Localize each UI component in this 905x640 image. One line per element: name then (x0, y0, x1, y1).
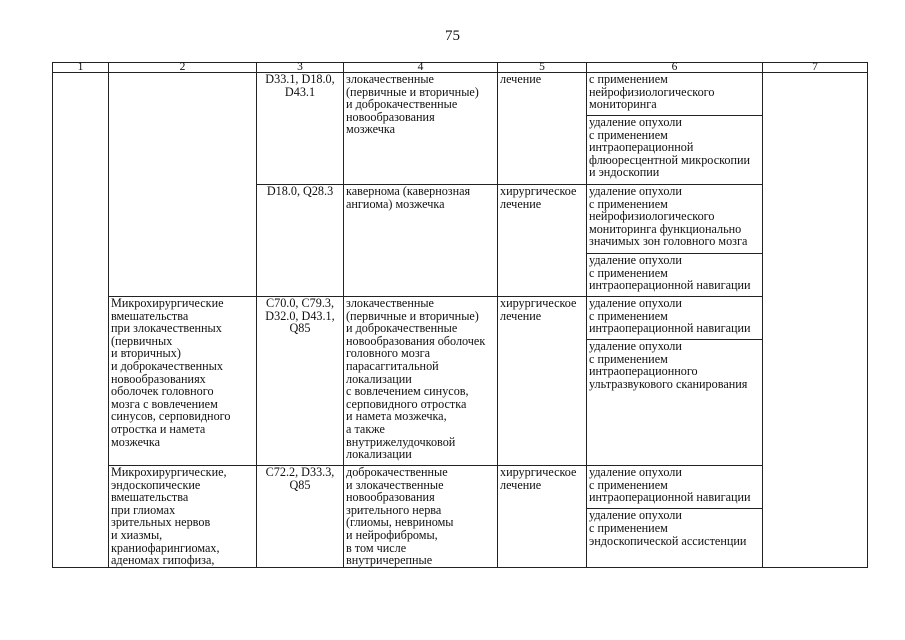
icd-codes-cell: C70.0, C79.3, D32.0, D43.1, Q85 (257, 297, 344, 466)
table-row (53, 297, 868, 340)
column-header-6: 6 (587, 63, 763, 73)
column-header-3: 3 (257, 63, 344, 73)
table-row (53, 73, 868, 116)
column-header-2: 2 (109, 63, 257, 73)
column-header-5: 5 (498, 63, 587, 73)
treatment-type-cell: хирургическое лечение (498, 185, 587, 297)
disease-model-cell: злокачественные (первичные и вторичные) и доброкачественные новообразования оболочек головного мозга парасаггитальной локализации с вовлечением синусов, серповидного отростка и намета мозжечка, а также внутрижелудочковой локализации (344, 297, 498, 466)
treatment-method-cell: удаление опухоли с применением интраоперационной навигации (587, 297, 763, 340)
treatment-type-cell: хирургическое лечение (498, 297, 587, 466)
treatment-method-cell: удаление опухоли с применением интраоперационного ультразвукового сканирования (587, 340, 763, 466)
treatment-method-cell: с применением нейрофизиологического мониторинга (587, 73, 763, 116)
disease-model-cell: злокачественные (первичные и вторичные) и доброкачественные новообразования мозжечка (344, 73, 498, 185)
intervention-cell: Микрохирургические вмешательства при злокачественных (первичных и вторичных) и доброкачественных новообразованиях оболочек головного мозга с вовлечением синусов, серповидного отростка и намета мозжечка (109, 297, 257, 466)
intervention-cell (109, 73, 257, 297)
intervention-cell: Микрохирургические, эндоскопические вмешательства при глиомах зрительных нервов и хиазмы, краниофарингиомах, аденомах гипофиза, (109, 466, 257, 568)
disease-model-cell: кавернома (кавернозная ангиома) мозжечка (344, 185, 498, 297)
treatment-method-cell: удаление опухоли с применением интраоперационной навигации (587, 254, 763, 297)
column-number-row (53, 63, 868, 73)
column-1-cell (53, 73, 109, 568)
disease-model-cell: доброкачественные и злокачественные новообразования зрительного нерва (глиомы, невриномы и нейрофибромы, в том числе внутричерепные (344, 466, 498, 568)
treatment-type-cell: хирургическое лечение (498, 466, 587, 568)
table-row (53, 466, 868, 509)
icd-codes-cell: C72.2, D33.3, Q85 (257, 466, 344, 568)
treatment-method-cell: удаление опухоли с применением интраоперационной флюоресцентной микроскопии и эндоскопии (587, 116, 763, 185)
treatment-method-cell: удаление опухоли с применением нейрофизиологического мониторинга функционально значимых зон головного мозга (587, 185, 763, 254)
treatment-type-cell: лечение (498, 73, 587, 185)
page-number: 75 (445, 28, 460, 44)
column-header-4: 4 (344, 63, 498, 73)
column-header-7: 7 (763, 63, 868, 73)
document-table (52, 62, 868, 568)
icd-codes-cell: D18.0, Q28.3 (257, 185, 344, 297)
icd-codes-cell: D33.1, D18.0, D43.1 (257, 73, 344, 185)
treatment-method-cell: удаление опухоли с применением эндоскопической ассистенции (587, 509, 763, 567)
treatment-method-cell: удаление опухоли с применением интраоперационной навигации (587, 466, 763, 509)
column-header-1: 1 (53, 63, 109, 73)
column-7-cell (763, 73, 868, 568)
